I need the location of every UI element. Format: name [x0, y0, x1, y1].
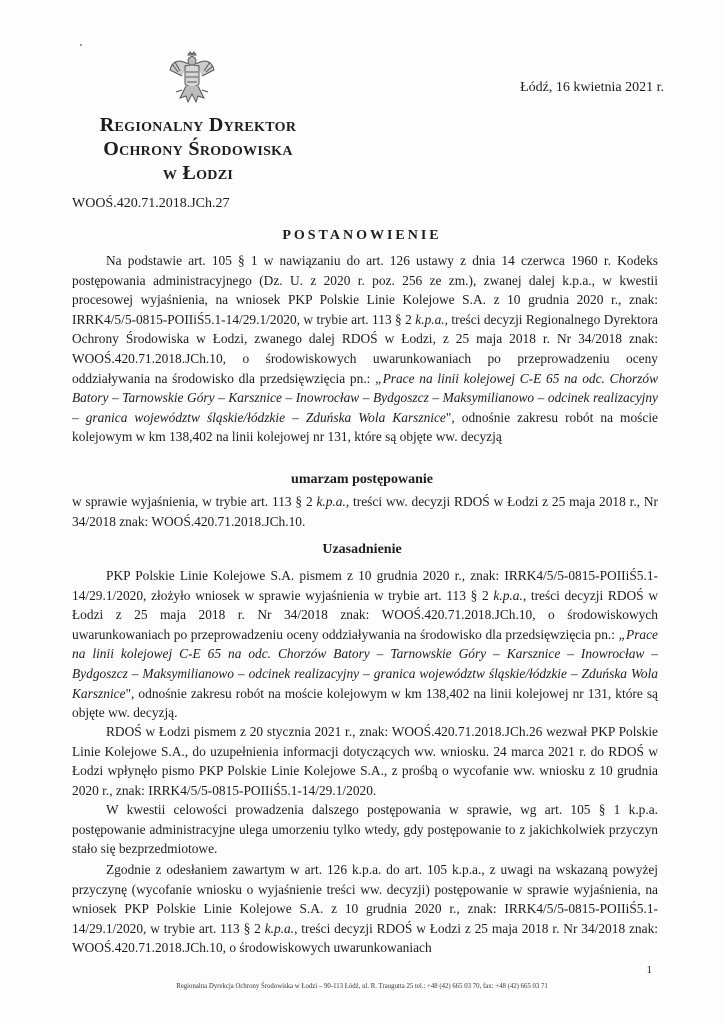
ruling-text: w sprawie wyjaśnienia, w trybie art. 113 § 2: [72, 494, 317, 509]
justification-text: PKP Polskie Linie Kolejowe S.A. pismem z 10 grudnia 2020 r., znak: IRRK4/5/5-0815-POIIiŚ5.1-14/29.1/2020, złożyło wniosek w sprawie wyjaśnienia w trybie art. 113 § 2: [72, 568, 658, 603]
case-reference: WOOŚ.420.71.2018.JCh.27: [72, 196, 230, 211]
project-name: „Prace na linii kolejowej C-E 65 na odc. Chorzów Batory – Tarnowskie Góry – Karsznice – Inowrocław – Bydgoszcz – Maksymilianowo – odcinek realizacyjny – granica województw śląskie/łódzkie – Zduńska Wola Karsznice: [72, 626, 658, 701]
polish-eagle-icon: [168, 50, 216, 108]
project-name: „Prace na linii kolejowej C-E 65 na odc. Chorzów Batory – Tarnowskie Góry – Karsznice – Inowrocław – Bydgoszcz – Maksymilianowo – odcinek realizacyjny – granica województw śląskie/łódzkie – Zduńska Wola Karsznice: [72, 370, 659, 425]
kpa-abbr: k.p.a.: [264, 920, 295, 936]
kpa-abbr: k.p.a.: [415, 311, 445, 327]
page-number: 1: [646, 964, 652, 976]
justification-text: , treści decyzji RDOŚ w Łodzi z 25 maja 2018 r. Nr 34/2018 znak: WOOŚ.420.71.2018.JCh.10, o środowiskowych uwarunkowaniach po przeprowadzeniu oceny oddziaływania na środowisko dla przedsięwzięcia pn.:: [72, 587, 658, 642]
kpa-abbr: k.p.a.: [493, 587, 523, 603]
ruling-paragraph: [72, 492, 658, 531]
intro-text: ", odnośnie zakresu robót na moście kolejowym w km 138,402 na linii kolejowej nr 131, które są objęte ww. decyzją: [72, 409, 658, 445]
document-title: POSTANOWIENIE: [282, 228, 442, 243]
justification-heading: Uzasadnienie: [322, 542, 402, 557]
justification-text: , treści decyzji RDOŚ w Łodzi z 25 maja 2018 r. Nr 34/2018 znak: WOOŚ.420.71.2018.JCh.10, o środowiskowych uwarunkowaniach: [72, 920, 658, 956]
justification-paragraph-3: W kwestii celowości prowadzenia dalszego postępowania w sprawie, wg art. 105 § 1 k.p.a. postępowanie administracyjne ulega umorzeniu tylko wtedy, gdy postępowanie to z jakichkolwiek przyczyn stało się bezprzedmiotowe.: [72, 802, 658, 857]
footer-address: Regionalna Dyrekcja Ochrony Środowiska w Łodzi – 90-113 Łódź, ul. R. Traugutta 25 tel.: +48 (42) 665 03 70, fax: +48 (42) 665 03 71: [176, 983, 548, 990]
intro-paragraph: [72, 251, 658, 447]
scan-speck: [80, 44, 82, 46]
justification-paragraph-2: RDOŚ w Łodzi pismem z 20 stycznia 2021 r., znak: WOOŚ.420.71.2018.JCh.26 wezwał PKP Polskie Linie Kolejowe S.A., do uzupełnienia informacji dotyczących ww. wniosku. 24 marca 2021 r. do RDOŚ w Łodzi wpłynęło pismo PKP Polskie Linie Kolejowe S.A., z prośbą o wycofanie ww. wniosku z 10 grudnia 2020 r., znak: IRRK4/5/5-0815-POIIiŚ5.1-14/29.1/2020.: [72, 724, 658, 798]
document-date: Łódź, 16 kwietnia 2021 r.: [520, 80, 664, 95]
issuing-authority: [70, 113, 326, 185]
kpa-abbr: k.p.a.: [316, 494, 346, 509]
authority-line: w Łodzi: [162, 162, 234, 184]
justification-text: ", odnośnie zakresu robót na moście kolejowym w km 138,402 na linii kolejowej nr 131, które są objęte ww. decyzją.: [72, 685, 658, 721]
authority-line: Regionalny Dyrektor: [99, 114, 297, 136]
intro-text: Na podstawie art. 105 § 1 w nawiązaniu do art. 126 ustawy z dnia 14 czerwca 1960 r. Kodeks postępowania administracyjnego (Dz. U. z 2020 r. poz. 256 ze zm.), zwanej dalej k.p.a., w kwestii procesowej wyjaśnienia, na wniosek PKP Polskie Linie Kolejowe S.A. z 10 grudnia 2020 r., znak: IRRK4/5/5-0815-POIIiŚ5.1-14/29.1/2020, w trybie art. 113 § 2: [72, 253, 658, 327]
ruling-text: , treści ww. decyzji RDOŚ w Łodzi z 25 maja 2018 r., Nr 34/2018 znak: WOOŚ.420.71.2018.JCh.10.: [72, 494, 658, 529]
ruling-heading: umarzam postępowanie: [291, 472, 433, 487]
authority-line: Ochrony Środowiska: [103, 138, 293, 160]
justification-text: Zgodnie z odesłaniem zawartym w art. 126 k.p.a. do art. 105 k.p.a., z uwagi na wskazaną powyżej przyczynę (wycofanie wniosku o wyjaśnienie treści ww. decyzji) postępowanie w sprawie wyjaśnienia, na wniosek PKP Polskie Linie Kolejowe S.A. z 10 grudnia 2020 r., znak: IRRK4/5/5-0815-POIIiŚ5.1-14/29.1/2020, w trybie art. 113 § 2: [72, 862, 658, 936]
justification-paragraph-1: [72, 566, 658, 723]
intro-text: , treści decyzji Regionalnego Dyrektora Ochrony Środowiska w Łodzi, zwanego dalej RDOŚ w Łodzi, z 25 maja 2018 r. Nr 34/2018 znak: WOOŚ.420.71.2018.JCh.10, o środowiskowych uwarunkowaniach po przeprowadzeniu oceny oddziaływania na środowisko dla przedsięwzięcia pn.:: [72, 311, 658, 386]
justification-paragraph-4: [72, 860, 658, 958]
